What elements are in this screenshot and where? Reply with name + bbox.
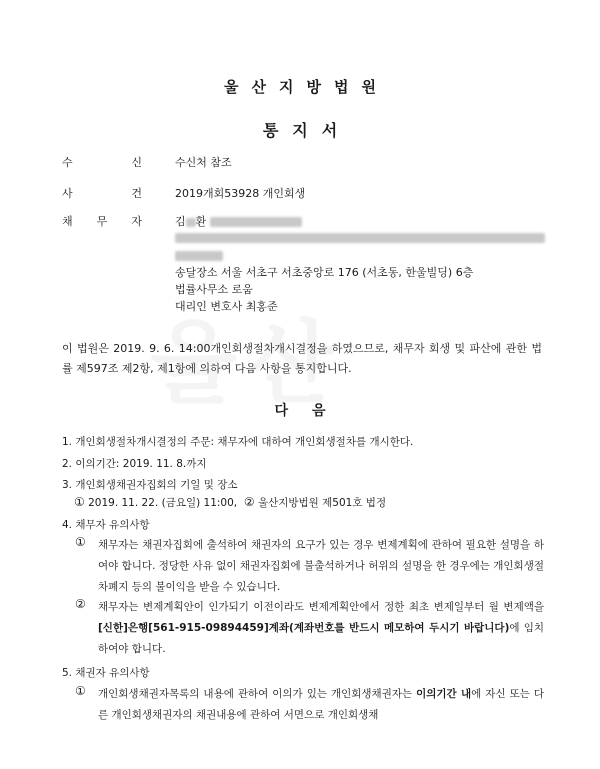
debtor-address-redacted-2 (175, 249, 223, 262)
recipient-label-char: 수 (62, 156, 73, 169)
item-5-1-text: 개인회생채권자목록의 내용에 관하여 이의가 있는 개인회생채권자는 (98, 688, 417, 700)
objection-period: 이의기간 내 (416, 688, 472, 700)
item-4-2-text: 채무자는 변제계획안이 인가되기 이전이라도 변제계획안에서 정한 최초 변제일부터 월 변제액을 (98, 601, 544, 613)
court-name: 울산지방법원 (224, 78, 389, 96)
debtor-label-char: 무 (96, 215, 108, 228)
circled-number: ① (75, 535, 86, 549)
document-title: 통지서 (262, 121, 352, 140)
case-value: 2019개회53928 개인회생 (175, 187, 306, 200)
case-label-char: 사 (62, 187, 73, 200)
item-3-schedule (74, 495, 386, 510)
law-office: 법률사무소 로움 (175, 283, 253, 296)
debtor-address-redacted (175, 231, 545, 244)
item-4-2-text-end: 에 임치하여야 합니다. (98, 622, 544, 655)
item-5-1 (98, 684, 544, 726)
debtor-label (62, 213, 142, 229)
item-4-2 (98, 597, 544, 660)
account-notice: [신한]은행[561-915-09894459]계좌(계좌번호를 반드시 메모하여 두시기 바랍니다) (98, 622, 510, 634)
recipient-label-char: 신 (131, 156, 142, 169)
section-heading: 다음 (274, 403, 350, 419)
redacted-block (210, 217, 302, 227)
recipient-value: 수신처 참조 (175, 156, 232, 169)
item-3: 3. 개인회생채권자집회의 기일 및 장소 (62, 479, 238, 491)
item-5-1-text-end: 에 자신 또는 다른 개인회생채권자의 채권내용에 관하여 서면으로 개인회생채 (98, 688, 545, 721)
redacted-block (175, 233, 545, 243)
debtor-name (175, 213, 302, 229)
debtor-name-last: 환 (195, 215, 207, 228)
meeting-place: 울산지방법원 제501호 법정 (257, 497, 387, 509)
recipient-label (62, 154, 142, 170)
redacted-block (186, 218, 196, 227)
debtor-label-char: 자 (131, 215, 142, 228)
item-1: 1. 개인회생절차개시결정의 주문: 채무자에 대하여 개인회생절차를 개시한다. (62, 436, 414, 448)
debtor-name-first: 김 (175, 215, 186, 228)
meeting-date: 2019. 11. 22. (금요일) 11:00, (88, 497, 238, 509)
redacted-block (175, 251, 223, 261)
circled-number: ① (75, 684, 86, 698)
circled-number: ① (74, 495, 85, 509)
delivery-address: 송달장소 서울 서초구 서초중앙로 176 (서초동, 한울빌딩) 6층 (175, 266, 474, 279)
case-label (62, 185, 142, 201)
item-2: 2. 이의기간: 2019. 11. 8.까지 (62, 458, 207, 470)
debtor-label-char: 채 (62, 215, 73, 228)
item-5: 5. 채권자 유의사항 (62, 667, 150, 679)
circled-number: ② (75, 597, 86, 611)
case-label-char: 건 (131, 187, 142, 200)
item-4-1: 채무자는 채권자집회에 출석하여 채권자의 요구가 있는 경우 변제계획에 관하여 필요한 설명을 하여야 합니다. 정당한 사유 없이 채권자집회에 불출석하거나 허위의 설명을 한 경우에는 개인회생절차폐지 등의 불이익을 받을 수 있습니다. (98, 539, 544, 593)
agent-lawyer: 대리인 변호사 최홍준 (175, 300, 278, 313)
intro-paragraph: 이 법원은 2019. 9. 6. 14:00개인회생절차개시결정을 하였으므로, 채무자 회생 및 파산에 관한 법률 제597조 제2항, 제1항에 의하여 다음 사항을 통지합니다. (62, 342, 542, 375)
item-4: 4. 채무자 유의사항 (62, 519, 150, 531)
circled-number: ② (243, 495, 255, 509)
